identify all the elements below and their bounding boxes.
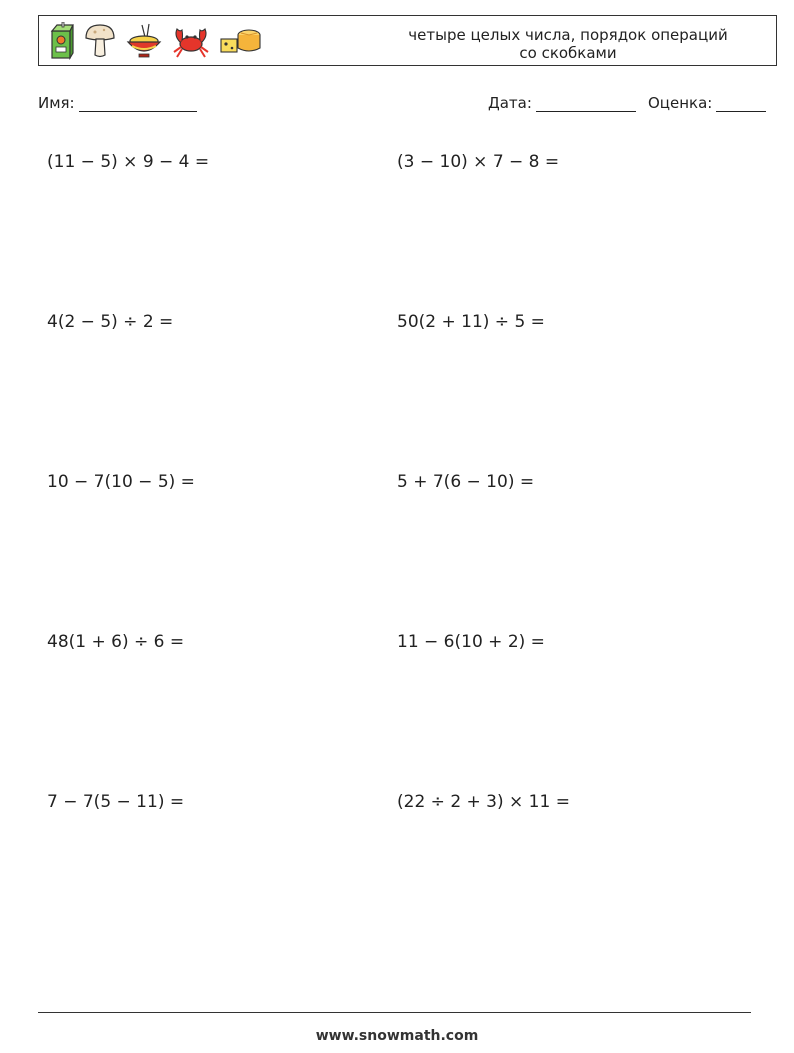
problem-2: (3 − 10) × 7 − 8 =: [397, 152, 560, 172]
problem-6: 5 + 7(6 − 10) =: [397, 472, 535, 492]
problem-3: 4(2 − 5) ÷ 2 =: [47, 312, 174, 332]
name-label: Имя:: [38, 94, 75, 112]
grade-field: [648, 94, 766, 112]
title-line-2: со скобками: [519, 44, 617, 62]
title-line-1: четыре целых числа, порядок операций: [408, 26, 728, 44]
date-label: Дата:: [488, 94, 532, 112]
problem-9: 7 − 7(5 − 11) =: [47, 792, 185, 812]
cheese-icon: [219, 22, 263, 60]
rice-bowl-icon: [125, 22, 163, 60]
juice-box-icon: [49, 22, 75, 60]
worksheet-header: [38, 15, 777, 66]
problem-5: 10 − 7(10 − 5) =: [47, 472, 195, 492]
grade-blank[interactable]: [716, 95, 766, 112]
mushroom-icon: [83, 22, 117, 60]
footer-divider: [38, 1012, 751, 1013]
problem-4: 50(2 + 11) ÷ 5 =: [397, 312, 545, 332]
grade-label: Оценка:: [648, 94, 713, 112]
worksheet-title: [378, 26, 758, 62]
footer-url: www.snowmath.com: [315, 1028, 479, 1044]
problem-10: (22 ÷ 2 + 3) × 11 =: [397, 792, 570, 812]
name-field: [38, 94, 197, 112]
date-field: [488, 94, 636, 112]
problem-1: (11 − 5) × 9 − 4 =: [47, 152, 210, 172]
date-blank[interactable]: [536, 95, 636, 112]
name-blank[interactable]: [79, 95, 197, 112]
crab-icon: [171, 22, 211, 60]
header-icons: [49, 22, 263, 60]
problem-7: 48(1 + 6) ÷ 6 =: [47, 632, 185, 652]
problem-8: 11 − 6(10 + 2) =: [397, 632, 545, 652]
